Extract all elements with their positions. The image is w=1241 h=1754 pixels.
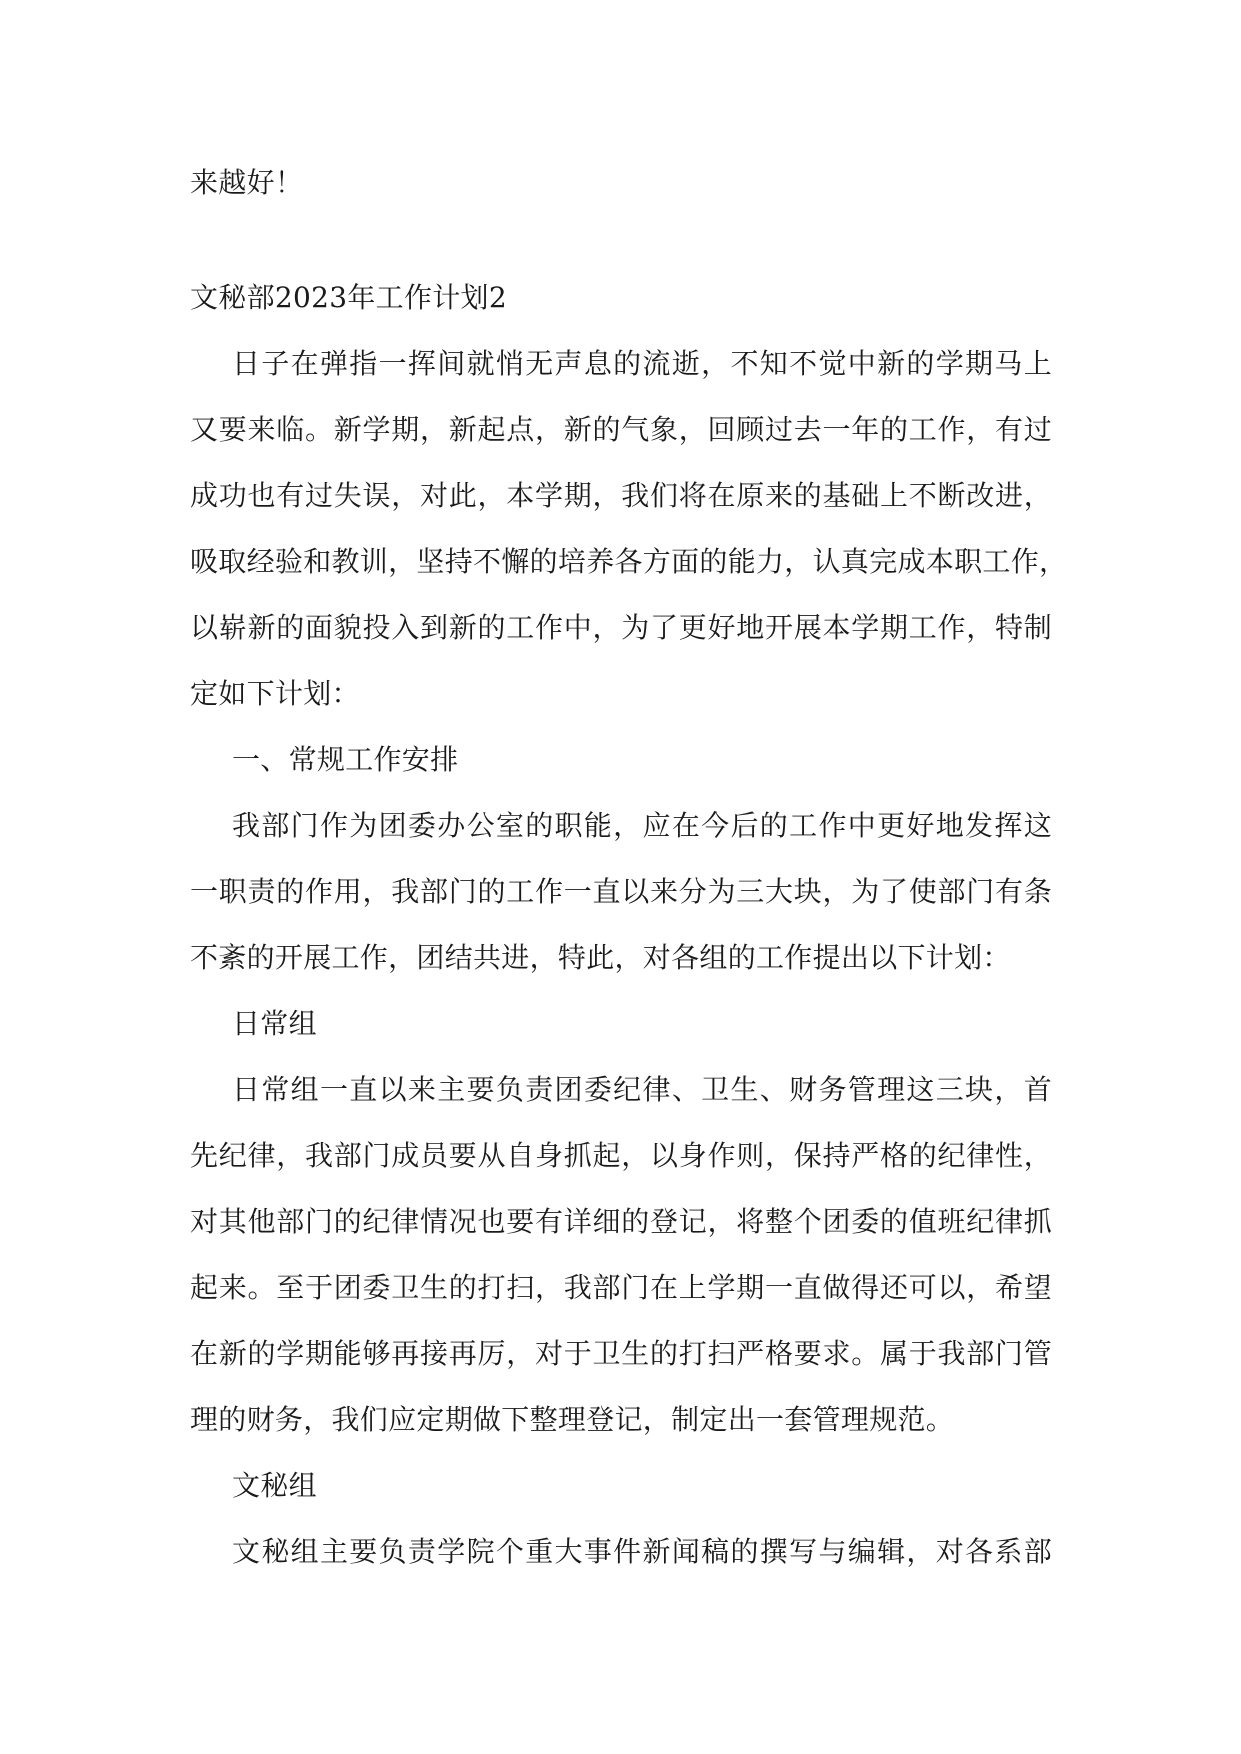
paragraph-line: 定如下计划：: [190, 677, 360, 710]
heading-secretary-group: 文秘组: [232, 1469, 317, 1502]
section-title: 文秘部2023年工作计划2: [190, 281, 507, 314]
paragraph-line: 日常组一直以来主要负责团委纪律、卫生、财务管理这三块，首: [232, 1073, 1052, 1106]
paragraph-line: 起来。至于团委卫生的打扫，我部门在上学期一直做得还可以，希望: [190, 1271, 1052, 1304]
text-line: 来越好！: [190, 166, 304, 199]
paragraph-line: 对其他部门的纪律情况也要有详细的登记，将整个团委的值班纪律抓: [190, 1205, 1052, 1238]
heading-regular-work: 一、常规工作安排: [232, 743, 459, 776]
paragraph-line: 以崭新的面貌投入到新的工作中，为了更好地开展本学期工作，特制: [190, 611, 1052, 644]
paragraph-line: 我部门作为团委办公室的职能，应在今后的工作中更好地发挥这: [232, 809, 1052, 842]
paragraph-line: 文秘组主要负责学院个重大事件新闻稿的撰写与编辑，对各系部: [232, 1535, 1052, 1568]
heading-daily-group: 日常组: [232, 1007, 317, 1040]
paragraph-line: 理的财务，我们应定期做下整理登记，制定出一套管理规范。: [190, 1403, 955, 1436]
paragraph-line: 不紊的开展工作，团结共进，特此，对各组的工作提出以下计划：: [190, 941, 1011, 974]
paragraph-line: 日子在弹指一挥间就悄无声息的流逝，不知不觉中新的学期马上: [232, 347, 1052, 380]
paragraph-line: 先纪律，我部门成员要从自身抓起，以身作则，保持严格的纪律性，: [190, 1139, 1052, 1172]
paragraph-line: 成功也有过失误，对此，本学期，我们将在原来的基础上不断改进，: [190, 479, 1052, 512]
paragraph-line: 吸取经验和教训，坚持不懈的培养各方面的能力，认真完成本职工作，: [190, 545, 1068, 578]
paragraph-line: 一职责的作用，我部门的工作一直以来分为三大块，为了使部门有条: [190, 875, 1052, 908]
paragraph-line: 又要来临。新学期，新起点，新的气象，回顾过去一年的工作，有过: [190, 413, 1052, 446]
continuation-text: [190, 150, 1052, 216]
paragraph-line: 在新的学期能够再接再厉，对于卫生的打扫严格要求。属于我部门管: [190, 1337, 1052, 1370]
document-body: [190, 265, 1068, 1585]
